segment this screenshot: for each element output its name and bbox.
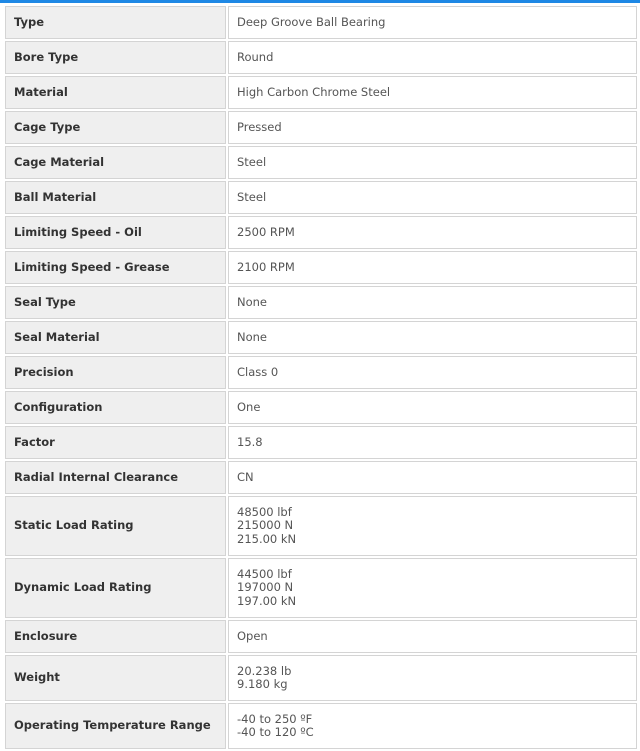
spec-row-dynamic-load-rating — [5, 558, 637, 618]
spec-row-static-load-rating — [5, 496, 637, 556]
spec-label: Type — [5, 6, 226, 39]
spec-value — [228, 461, 637, 494]
spec-label: Dynamic Load Rating — [5, 558, 226, 618]
spec-value-line: 15.8 — [237, 434, 263, 449]
spec-value — [228, 426, 637, 459]
spec-value-line: Steel — [237, 189, 267, 204]
spec-row-precision — [5, 356, 637, 389]
spec-row-bore-type — [5, 41, 637, 74]
spec-label: Cage Type — [5, 111, 226, 144]
spec-label: Weight — [5, 655, 226, 701]
spec-value — [228, 6, 637, 39]
spec-label: Limiting Speed - Oil — [5, 216, 226, 249]
spec-row-enclosure — [5, 620, 637, 653]
spec-row-cage-material — [5, 146, 637, 179]
spec-value — [228, 76, 637, 109]
spec-value-line: 48500 lbf — [237, 504, 292, 519]
spec-row-limiting-speed-oil — [5, 216, 637, 249]
spec-value-line: Deep Groove Ball Bearing — [237, 14, 386, 29]
spec-value — [228, 251, 637, 284]
spec-value-line: 215.00 kN — [237, 531, 297, 546]
spec-label: Enclosure — [5, 620, 226, 653]
spec-row-seal-material — [5, 321, 637, 354]
spec-row-operating-temperature-range — [5, 703, 637, 749]
spec-value-line: -40 to 120 ºC — [237, 725, 314, 739]
spec-row-type — [5, 6, 637, 39]
spec-value-line: 197.00 kN — [237, 593, 297, 608]
spec-label: Limiting Speed - Grease — [5, 251, 226, 284]
spec-value — [228, 216, 637, 249]
spec-value-line: 44500 lbf — [237, 566, 292, 581]
spec-value-line: 2100 RPM — [237, 259, 295, 274]
spec-value-line: High Carbon Chrome Steel — [237, 84, 391, 99]
specifications-table-body — [5, 6, 637, 749]
spec-value-line: Class 0 — [237, 364, 279, 379]
spec-label: Material — [5, 76, 226, 109]
spec-value-line: Pressed — [237, 119, 282, 134]
spec-row-radial-internal-clearance — [5, 461, 637, 494]
top-accent-bar — [0, 0, 640, 3]
spec-label: Ball Material — [5, 181, 226, 214]
spec-label: Factor — [5, 426, 226, 459]
spec-label: Radial Internal Clearance — [5, 461, 226, 494]
spec-row-cage-type — [5, 111, 637, 144]
spec-value — [228, 286, 637, 319]
spec-value-line: Open — [237, 628, 268, 643]
spec-label: Seal Type — [5, 286, 226, 319]
spec-row-ball-material — [5, 181, 637, 214]
spec-value — [228, 558, 637, 618]
spec-row-weight — [5, 655, 637, 701]
spec-label: Seal Material — [5, 321, 226, 354]
spec-value — [228, 321, 637, 354]
spec-value — [228, 41, 637, 74]
spec-label: Operating Temperature Range — [5, 703, 226, 749]
spec-label: Precision — [5, 356, 226, 389]
spec-value-line: 215000 N — [237, 518, 294, 533]
spec-value-line: Round — [237, 49, 274, 64]
spec-value — [228, 620, 637, 653]
spec-row-factor — [5, 426, 637, 459]
spec-value-line: 2500 RPM — [237, 224, 295, 239]
spec-row-material — [5, 76, 637, 109]
spec-value — [228, 111, 637, 144]
spec-label: Static Load Rating — [5, 496, 226, 556]
spec-value-line: One — [237, 399, 261, 414]
spec-value-line: None — [237, 329, 268, 344]
specifications-table — [3, 4, 639, 751]
spec-value — [228, 146, 637, 179]
spec-value-line: None — [237, 294, 268, 309]
spec-value-line: Steel — [237, 154, 267, 169]
spec-value-line: 197000 N — [237, 580, 294, 595]
spec-label: Bore Type — [5, 41, 226, 74]
spec-value — [228, 655, 637, 701]
spec-label: Configuration — [5, 391, 226, 424]
spec-value — [228, 703, 637, 749]
spec-value — [228, 496, 637, 556]
spec-row-limiting-speed-grease — [5, 251, 637, 284]
spec-value — [228, 391, 637, 424]
spec-row-configuration — [5, 391, 637, 424]
spec-value-line: 20.238 lb — [237, 663, 292, 678]
spec-label: Cage Material — [5, 146, 226, 179]
spec-value-line: -40 to 250 ºF — [237, 711, 313, 726]
spec-value-line: 9.180 kg — [237, 677, 288, 691]
spec-value — [228, 356, 637, 389]
spec-value-line: CN — [237, 469, 254, 484]
spec-row-seal-type — [5, 286, 637, 319]
spec-value — [228, 181, 637, 214]
